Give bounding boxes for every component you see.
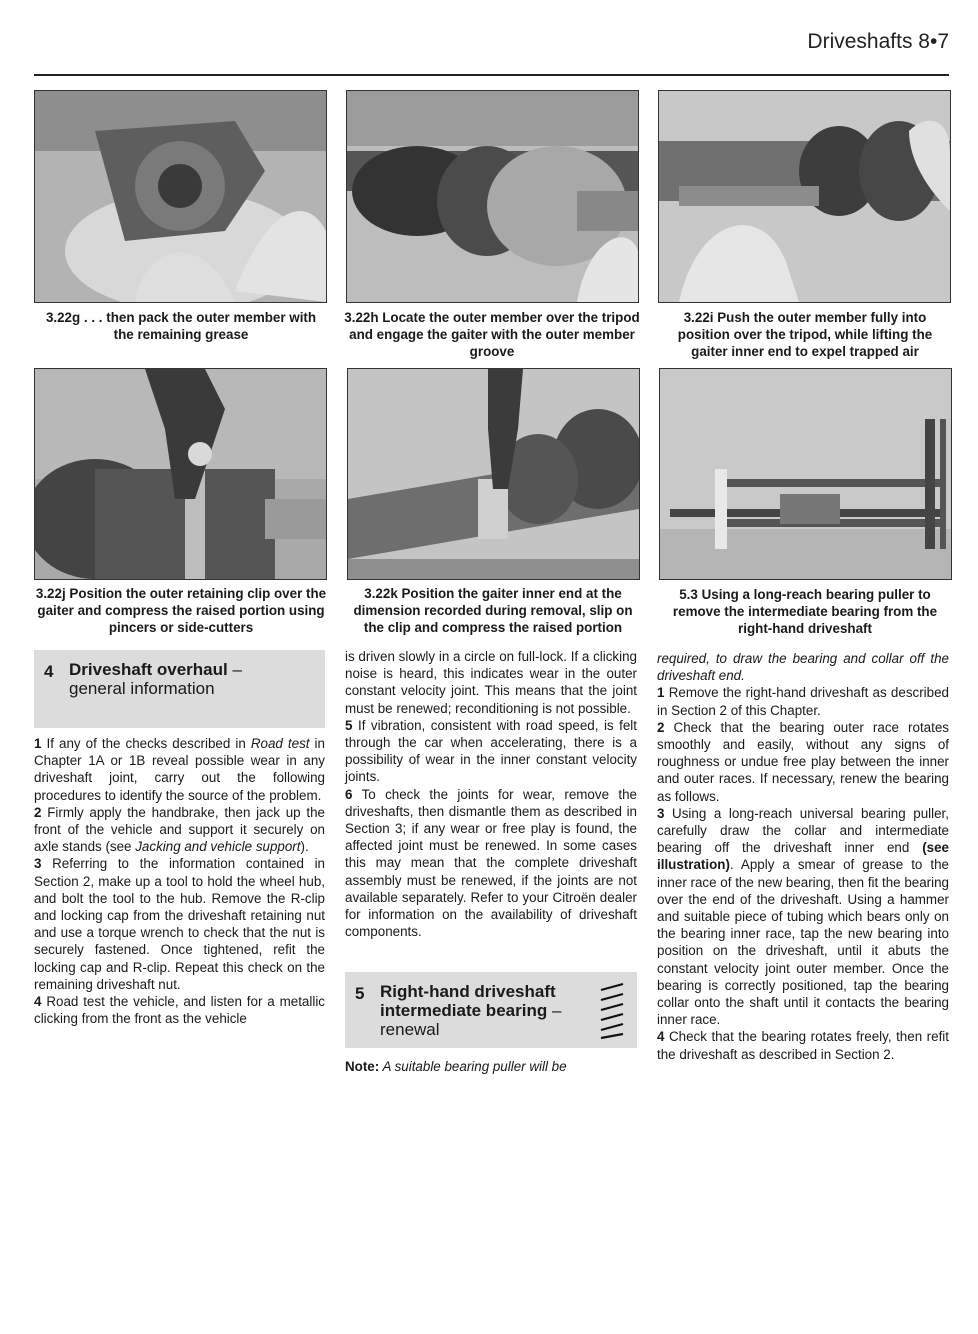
section-4-paragraph-3: 3 Referring to the information contained in Section 2, make up a tool to hold the wheel hub, and bolt the tool to the hub. Remove the R-clip and locking cap from the driveshaft retaining nut and use a torque wrench to check that the nut is securely fastened. Once tightened, refit the locking cap and R-clip. Repeat this check on the remaining driveshaft nut. bbox=[34, 856, 325, 992]
section-5-note-continued: required, to draw the bearing and collar off the driveshaft end. bbox=[657, 651, 949, 684]
caption-3-22j: 3.22j Position the outer retaining clip over the gaiter and compress the raised portion using pincers or side-cutters bbox=[35, 586, 327, 635]
section-4-paragraph-4: 4 Road test the vehicle, and listen for a metallic clicking from the front as the vehicle bbox=[34, 994, 325, 1027]
section-4-paragraph-2: 2 Firmly apply the handbrake, then jack up the front of the vehicle and support it securely on axle stands (see Jacking and vehicle support). bbox=[34, 804, 325, 855]
section-5-paragraph-3: 3 Using a long-reach universal bearing puller, carefully draw the collar and intermediate bearing off the driveshaft inner end (see illustration). Apply a smear of grease to the inner race of the new bearing, then fit the bearing over the end of the driveshaft. Using a hammer and suitable piece of tubing which bears only on the bearing inner race, tap the new bearing into position on the driveshaft, until it abuts the constant velocity joint outer member. Once the bearing is correctly positioned, tap the bearing collar onto the shaft until it contacts the bearing inner race. bbox=[657, 805, 949, 1028]
section-5-note: Note: A suitable bearing puller will be bbox=[345, 1059, 567, 1074]
section-4-title: Driveshaft overhaul – general information bbox=[69, 660, 242, 698]
section-5-heading bbox=[345, 972, 637, 1048]
caption-3-22i: 3.22i Push the outer member fully into position over the tripod, while lifting the gaiter inner end to expel trapped air bbox=[677, 310, 933, 359]
difficulty-wrench-icon bbox=[597, 978, 627, 1042]
photo-3-22k bbox=[347, 368, 640, 580]
caption-3-22g: 3.22g . . . then pack the outer member with the remaining grease bbox=[45, 310, 317, 342]
photo-3-22g bbox=[34, 90, 327, 303]
caption-3-22k: 3.22k Position the gaiter inner end at the dimension recorded during removal, slip on the clip and compress the raised portion bbox=[353, 586, 633, 635]
photo-3-22k-image bbox=[348, 369, 639, 579]
caption-3-22h: 3.22h Locate the outer member over the tripod and engage the gaiter with the outer member groove bbox=[344, 310, 640, 359]
section-5-paragraph-4: 4 Check that the bearing rotates freely, then refit the driveshaft as described in Section 2. bbox=[657, 1029, 949, 1062]
section-5-paragraph-1: 1 Remove the right-hand driveshaft as described in Section 2 of this Chapter. bbox=[657, 685, 949, 718]
column-3-text bbox=[657, 650, 949, 1063]
section-4-paragraph-1: 1 If any of the checks described in Road test in Chapter 1A or 1B reveal possible wear in any driveshaft joint, carry out the following procedures to identify the source of the problem. bbox=[34, 736, 325, 803]
photo-3-22h-image bbox=[347, 91, 638, 302]
photo-3-22g-image bbox=[35, 91, 326, 302]
caption-5-3: 5.3 Using a long-reach bearing puller to remove the intermediate bearing from the right-hand driveshaft bbox=[672, 587, 938, 636]
section-5-paragraph-2: 2 Check that the bearing outer race rotates smoothly and easily, without any signs of roughness or undue free play between the inner and outer races. If necessary, renew the bearing as follows. bbox=[657, 719, 949, 804]
photo-3-22h bbox=[346, 90, 639, 303]
running-title: Driveshafts 8•7 bbox=[807, 30, 949, 53]
column-2-text bbox=[345, 648, 637, 940]
section-4-paragraph-5: 5 If vibration, consistent with road speed, is felt through the car when accelerating, there is a possibility of wear in the inner constant velocity joints. bbox=[345, 717, 637, 785]
section-4-number: 4 bbox=[44, 662, 54, 681]
section-5-title: Right-hand driveshaft intermediate bearing – renewal bbox=[380, 982, 562, 1039]
photo-3-22j bbox=[34, 368, 327, 580]
photo-3-22i-image bbox=[659, 91, 950, 302]
photo-3-22j-image bbox=[35, 369, 326, 579]
photo-5-3-image bbox=[660, 369, 951, 579]
section-4-heading bbox=[34, 650, 325, 728]
column-1-text bbox=[34, 735, 325, 1027]
section-5-number: 5 bbox=[355, 984, 365, 1003]
section-4-paragraph-6: 6 To check the joints for wear, remove the driveshafts, then dismantle them as described in Section 3; if any wear or free play is found, the affected joint must be renewed. In some cases this may mean that the complete driveshaft assembly must be renewed, if the joints are not available separately. Refer to your Citroën dealer for information on the availability of driveshaft components. bbox=[345, 786, 637, 940]
photo-3-22i bbox=[658, 90, 951, 303]
section-4-paragraph-4-continued: is driven slowly in a circle on full-lock. If a clicking noise is heard, this indicates wear in the outer constant velocity joint. This means that the joint must be renewed; reconditioning is not possible. bbox=[345, 649, 637, 716]
page-header bbox=[34, 28, 949, 76]
photo-5-3 bbox=[659, 368, 952, 580]
